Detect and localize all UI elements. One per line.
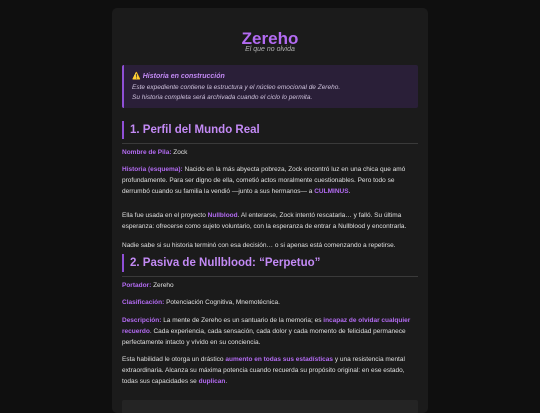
paragraph-ending: Nadie sabe si su historia terminó con esa decisión… o si apenas está comenzando a repetirse. [122, 242, 396, 249]
field-first-name [122, 147, 416, 158]
construction-notice [122, 65, 418, 108]
field-label: Portador: [122, 282, 152, 289]
section-divider [122, 143, 418, 144]
field-label: Nombre de Pila: [122, 149, 172, 156]
field-classification [122, 297, 416, 308]
paragraph-nullblood [122, 210, 416, 232]
paragraph-text: Esta habilidad le otorga un drástico [122, 356, 224, 363]
paragraph-text: . Al enterarse, Zock intentó rescatarla… y falló. Su última esperanza: ofrecerse como sujeto voluntario, con la esperanza de entrar a Nullblood y encontrarla. [122, 212, 407, 230]
nullblood-highlight: Nullblood [207, 212, 238, 219]
field-label: Historia (esquema): [122, 166, 183, 173]
description-text: La mente de Zereho es un santuario de la memoria; es [163, 317, 322, 324]
duplican-highlight: duplican [198, 378, 226, 385]
field-value: Zereho [153, 282, 174, 289]
page-title: Zereho [241, 29, 299, 48]
paragraph-text: Ella fue usada en el proyecto [122, 212, 206, 219]
field-value: Zock [173, 149, 188, 156]
description-text: . Cada experiencia, cada sensación, cada dolor y cada momento de felicidad permanece perfectamente intacto y vívido en su conciencia. [122, 328, 406, 346]
section-heading-profile: 1. Perfil del Mundo Real [122, 121, 418, 139]
notice-line-1: Este expediente contiene la estructura y el núcleo emocional de Zereho. [132, 84, 341, 91]
notice-title-text: Historia en construcción [142, 73, 225, 80]
next-block-edge [122, 400, 418, 413]
page-subtitle: El que no olvida [245, 46, 295, 53]
history-end: . [348, 188, 351, 195]
field-bearer [122, 280, 416, 291]
field-value: Potenciación Cognitiva, Mnemotécnica. [166, 299, 280, 306]
stats-highlight: aumento en todas sus estadísticas [225, 356, 334, 363]
cannot-forget-highlight: incapaz de olvidar cualquier recuerdo [122, 317, 411, 335]
section-divider [122, 276, 418, 277]
field-history [122, 164, 416, 197]
paragraph-text: y una resistencia mental extraordinaria. Alcanza su máxima potencia cuando recuerda su propósito original: en ese estado, todas sus capacidades se [122, 356, 405, 385]
warning-icon: ⚠️ [132, 73, 141, 80]
history-text: Nacido en la más abyecta pobreza, Zock encontró luz en una chica que amó profundamente. Para ser digno de ella, cometió actos moralmente cuestionables. Pero todo se derrumbó cuando su familia la vendió —junto a sus hermanos— a [122, 166, 406, 195]
notice-title [132, 72, 225, 80]
field-description [122, 315, 416, 348]
field-label: Descripción: [122, 317, 162, 324]
notice-line-2: Su historia completa será archivada cuando el ciclo lo permita. [132, 94, 313, 101]
paragraph-ability [122, 354, 416, 387]
dossier-card [112, 8, 428, 413]
paragraph-end: . [225, 378, 228, 385]
culminus-highlight: CULMINUS [314, 188, 349, 195]
section-heading-passive: 2. Pasiva de Nullblood: “Perpetuo” [122, 254, 418, 272]
field-label: Clasificación: [122, 299, 165, 306]
